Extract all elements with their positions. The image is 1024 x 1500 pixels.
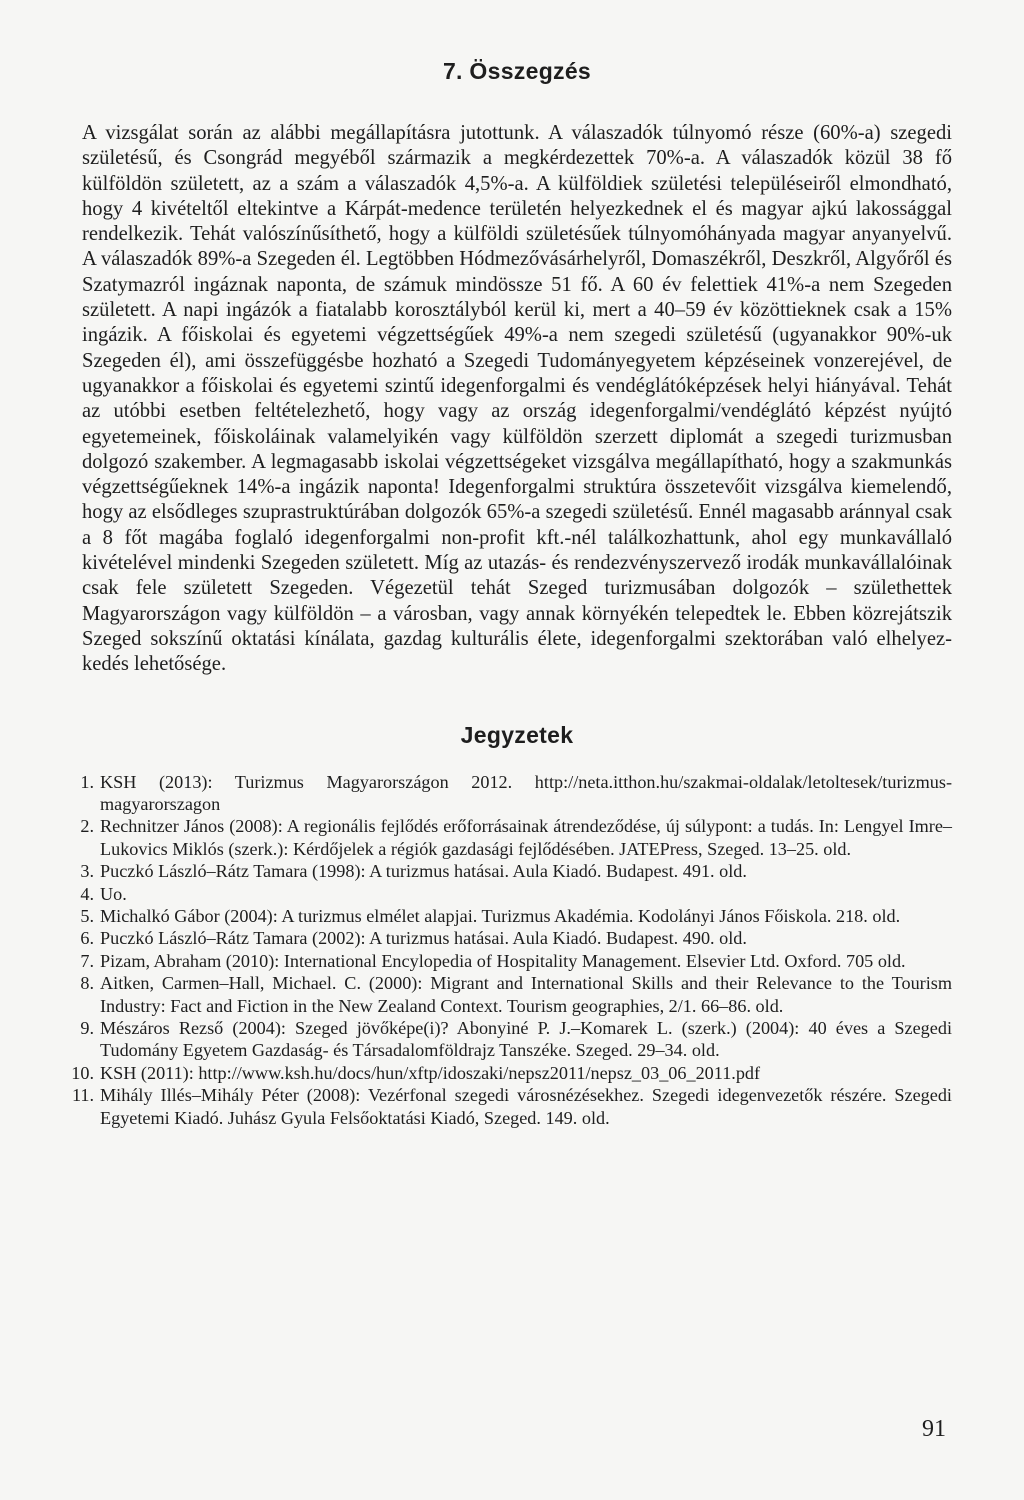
notes-list (71, 771, 952, 1130)
note-number: 3. (80, 861, 94, 882)
note-number: 6. (80, 928, 94, 949)
note-number: 8. (80, 973, 94, 994)
note-item (82, 927, 952, 949)
note-number: 1. (80, 771, 94, 792)
note-item (82, 883, 952, 905)
note-text: KSH (2011): http://www.ksh.hu/docs/hun/xftp/idoszaki/nepsz2011/nepsz_03_06_2011.pdf (100, 1062, 761, 1083)
note-number: 10. (71, 1062, 94, 1083)
note-item (82, 771, 952, 816)
note-item (82, 860, 952, 882)
note-item (82, 815, 952, 860)
note-text: Rechnitzer János (2008): A regionális fejlődés erőforrásainak átrendeződése, új súlypont: a tudás. In: Lengyel Imre–Lukovics Miklós (szerk.): Kérdőjelek a régiók gazdasági fejlődésében. JATEPress, Szeged. 13–25. old. (100, 816, 952, 859)
note-number: 2. (80, 816, 94, 837)
page-number: 91 (922, 1416, 946, 1442)
note-text: Pizam, Abraham (2010): International Encylopedia of Hospitality Management. Elsevier Ltd. Oxford. 705 old. (100, 950, 906, 971)
note-number: 11. (71, 1085, 94, 1106)
note-text: Puczkó László–Rátz Tamara (2002): A turizmus hatásai. Aula Kiadó. Budapest. 490. old. (100, 928, 747, 949)
note-item (82, 1017, 952, 1062)
note-item (71, 1084, 952, 1129)
note-number: 9. (80, 1018, 94, 1038)
note-text: Mészáros Rezső (2004): Szeged jövőképe(i)? Abonyiné P. J.–Komarek L. (szerk.) (2004): 40 éves a Szegedi Tudomány Egyetem Gazdaság- és Társadalomföldrajz Tanszéke. Szeged. 29–34. old. (100, 1018, 952, 1061)
note-text: Mihály Illés–Mihály Péter (2008): Vezérfonal szegedi városnézésekhez. Szegedi idegenvezetők részére. Szegedi Egyetemi Kiadó. Juhász Gyula Felsőoktatási Kiadó, Szeged. 149. old. (100, 1085, 952, 1128)
note-text: Michalkó Gábor (2004): A turizmus elmélet alapjai. Turizmus Akadémia. Kodolányi János Főiskola. 218. old. (100, 905, 901, 926)
document-page (71, 48, 952, 1129)
note-item (82, 905, 952, 927)
note-text: Aitken, Carmen–Hall, Michael. C. (2000): Migrant and International Skills and their Relevance to the Tourism Industry: Fact and Fiction in the New Zealand Context. Tourism geographies, 2/1. 66–86. old. (100, 973, 952, 1016)
note-item (71, 1062, 952, 1084)
note-text: Uo. (100, 883, 127, 904)
note-number: 7. (80, 950, 94, 971)
note-item (82, 972, 952, 1017)
note-text: KSH (2013): Turizmus Magyarországon 2012. http://neta.itthon.hu/szakmai-oldalak/​letoltesek/turizmus-magyarorszagon (100, 771, 952, 814)
section-title: 7. Összegzés (442, 58, 592, 84)
note-item (82, 950, 952, 972)
note-number: 5. (80, 905, 94, 926)
note-number: 4. (80, 883, 94, 904)
summary-paragraph: A vizsgálat során az alábbi megállapításra jutottunk. A válaszadók túlnyomó része (60%-a) szegedi születésű, és Csongrád megyéből származik a megkérdezettek 70%-a. A válaszadók közül 38 fő külföldön született, az a szám a válaszadók 4,5%-a. A külföldiek születési településeiről elmondható, hogy 4 kivételtől eltekintve a Kárpát-medence területén helyezkednek el és magyar ajkú lakossággal rendelkezik. Tehát valószínűsíthető, hogy a külföldi születésűek túlnyomóhányada magyar anyanyelvű. A válaszadók 89%-a Szegeden él. Legtöbben Hódmezővásárhelyről, Domaszékről, Deszkről, Algyőről és Szatymazról ingáznak naponta, de számuk mindössze 51 fő. A 60 év felettiek 41%-a nem Szegeden született. A napi ingázók a fiatalabb korosztályból kerül ki, mert a 40–59 év közöttieknek csak a 15% ingázik. A főiskolai és egyetemi végzettségűek 49%-a nem szegedi születésű (ugyanakkor 90%-uk Szegeden él), ami összefüggésbe hozható a Szegedi Tudományegyetem képzéseinek vonzerejével, de ugyanakkor a főiskolai és egyetemi szintű idegenforgalmi és vendéglátóképzések helyi hiányával. Tehát az utóbbi esetben feltételezhető, hogy vagy az ország idegenforgalmi/vendéglátó képzést nyújtó egyetemeinek, főiskoláinak valamelyikén vagy külföldön szerzett diplomát a szegedi turizmusban dolgozó szakember. A legmagasabb iskolai végzettségeket vizsgálva megállapítható, hogy a szakmunkás végzettségűeknek 14%-a ingázik naponta! Idegenforgalmi struktúra összetevőit vizsgálva kiemelendő, hogy az elsődleges szuprastruktúrában dolgozók 65%-a szegedi születésű. Ennél magasabb aránnyal csak a 8 főt magába foglaló idegenforgalmi non-profit kft.-nél találkozhattunk, ahol egy munkavállaló kivételével mindenki Szegeden született. Míg az utazás- és rendezvényszervező irodák munkavállalóinak csak fele született Szegeden. Végezetül tehát Szeged turizmusában dolgozók – születhettek Magyarországon vagy külföldön – a városban, vagy annak környékén telepedtek le. Ebben közrejátszik Szeged sokszínű oktatási kínálata, gazdag kulturális élete, idegenforgalmi szektorában való elhelyezkedés lehetősége. (82, 122, 952, 676)
notes-title: Jegyzetek (460, 721, 574, 748)
note-text: Puczkó László–Rátz Tamara (1998): A turizmus hatásai. Aula Kiadó. Budapest. 491. old. (100, 861, 747, 882)
